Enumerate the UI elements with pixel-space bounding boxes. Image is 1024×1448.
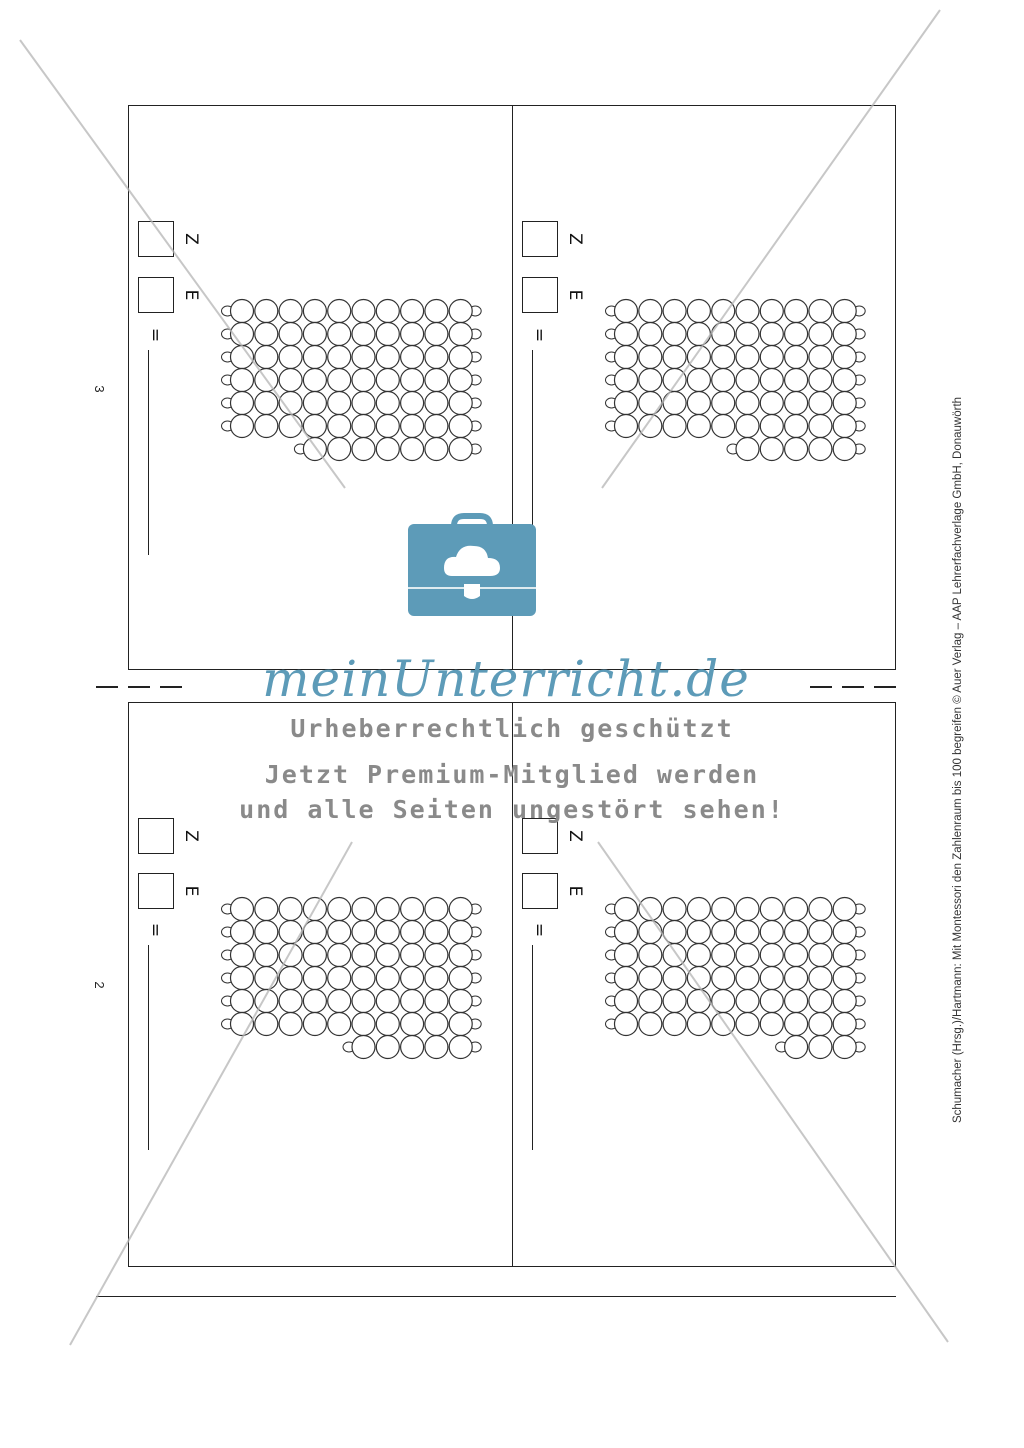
ones-label: E xyxy=(565,885,585,897)
watermark-line-3: und alle Seiten ungestört sehen! xyxy=(239,795,785,824)
card-number: 3 xyxy=(92,385,107,393)
copyright-credit: Schumacher (Hrsg.)/Hartmann: Mit Montessori den Zahlenraum bis 100 begreifen © Auer Verlag – AAP Lehrerfachverlage GmbH, Donauwörth xyxy=(952,396,964,1124)
tens-label: Z xyxy=(181,830,201,842)
ones-label: E xyxy=(565,289,585,301)
card-number: 2 xyxy=(92,981,107,989)
watermark-brand: meinUnterricht.de xyxy=(262,650,750,708)
tens-label: Z xyxy=(181,233,201,245)
equals-sign: = xyxy=(529,327,549,343)
tens-label: Z xyxy=(565,830,585,842)
briefcase-cloud-icon xyxy=(404,512,540,620)
watermark-line-2: Jetzt Premium-Mitglied werden xyxy=(264,760,760,789)
watermark-line-1: Urheberrechtlich geschützt xyxy=(290,714,734,743)
equals-sign: = xyxy=(529,922,549,938)
equals-sign: = xyxy=(145,327,165,343)
equals-sign: = xyxy=(145,922,165,938)
tens-label: Z xyxy=(565,233,585,245)
ones-label: E xyxy=(181,885,201,897)
ones-label: E xyxy=(181,289,201,301)
